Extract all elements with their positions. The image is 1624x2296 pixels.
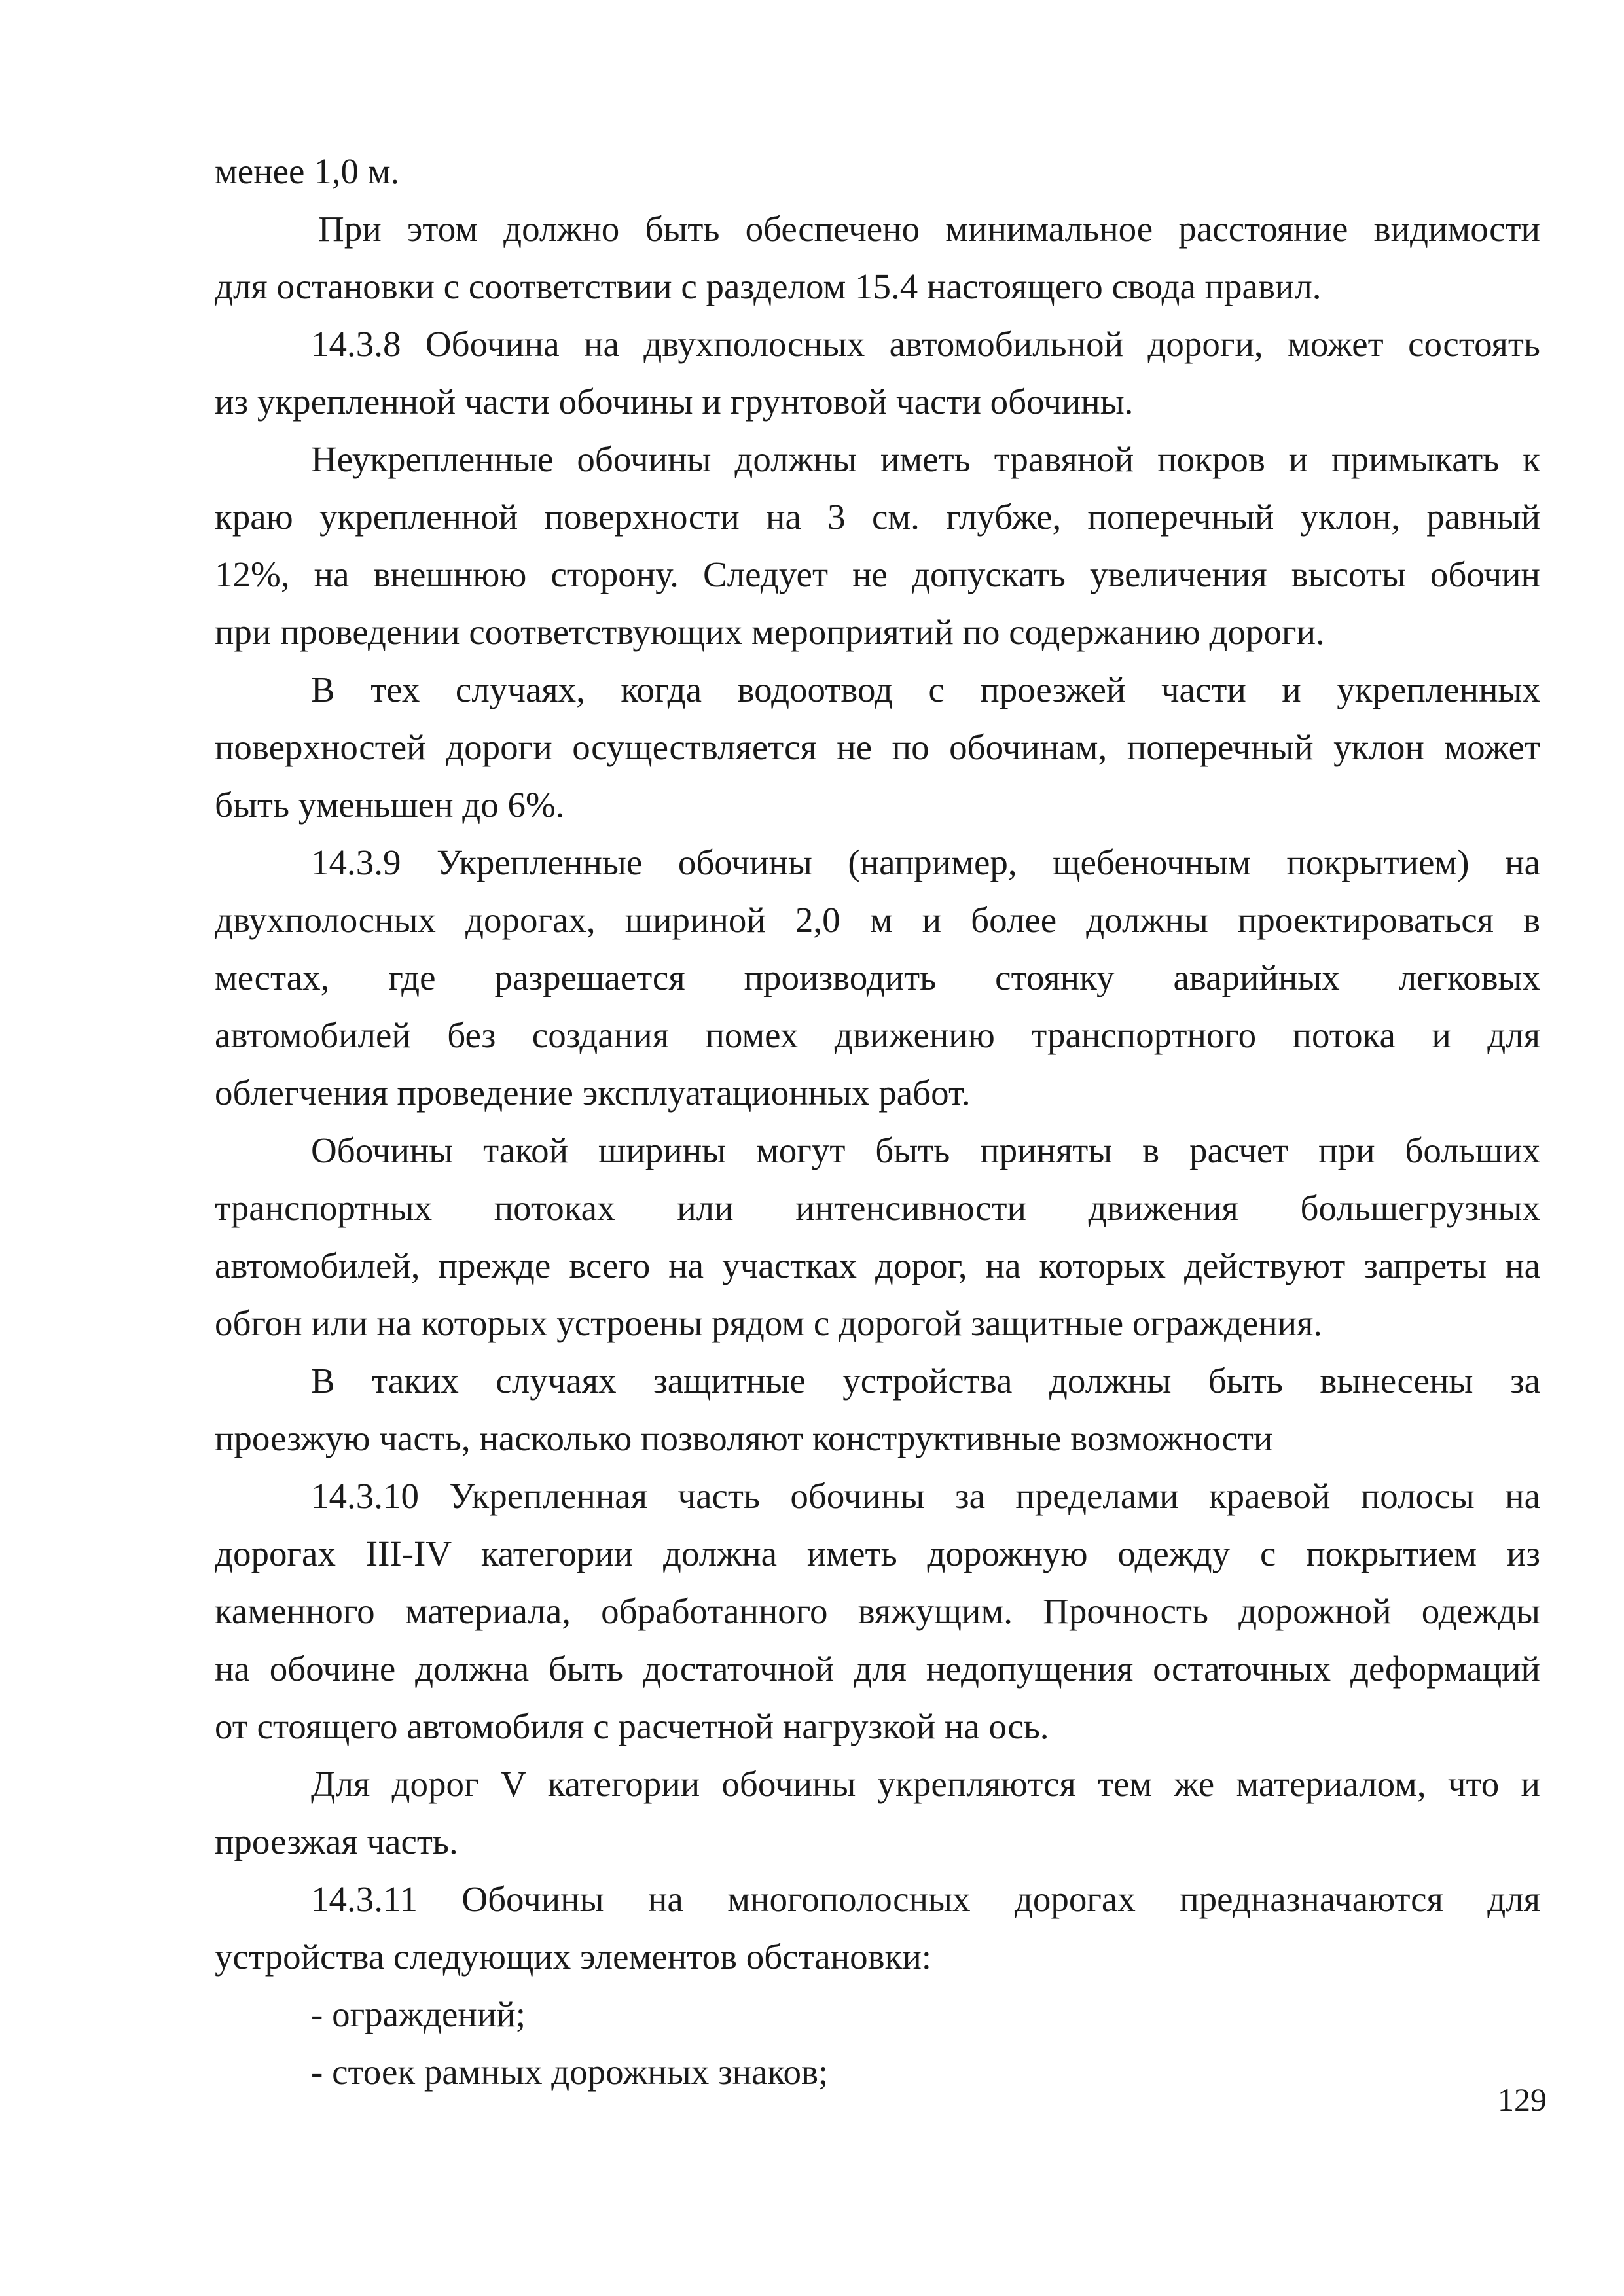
list-item: - ограждений; — [311, 1994, 526, 2034]
text-line: Неукрепленные обочины должны иметь травяной покров и примыкать к — [311, 439, 1540, 479]
text-line: на обочине должна быть достаточной для недопущения остаточных деформаций — [215, 1649, 1540, 1689]
list-item: - стоек рамных дорожных знаков; — [311, 2052, 829, 2092]
text-line: Обочины такой ширины могут быть приняты в расчет при больших — [311, 1130, 1540, 1170]
text-line: устройства следующих элементов обстановки: — [215, 1937, 932, 1977]
text-line: При этом должно быть обеспечено минимальное расстояние видимости — [318, 209, 1540, 249]
text-line: автомобилей, прежде всего на участках дорог, на которых действуют запреты на — [215, 1246, 1540, 1285]
text-line: проезжая часть. — [215, 1821, 458, 1861]
text-line: Для дорог V категории обочины укрепляются тем же материалом, что и — [311, 1764, 1540, 1804]
text-line: поверхностей дороги осуществляется не по обочинам, поперечный уклон может — [215, 727, 1540, 767]
text-line: В таких случаях защитные устройства должны быть вынесены за — [311, 1361, 1540, 1401]
text-line: быть уменьшен до 6%. — [215, 785, 565, 825]
page-number: 129 — [1498, 2081, 1547, 2118]
text-line: менее 1,0 м. — [215, 151, 400, 191]
text-line: 14.3.8 Обочина на двухполосных автомобильной дороги, может состоять — [311, 324, 1540, 364]
text-line: для остановки с соответствии с разделом 15.4 настоящего свода правил. — [215, 266, 1322, 306]
text-line: от стоящего автомобиля с расчетной нагрузкой на ось. — [215, 1706, 1049, 1746]
text-line: двухполосных дорогах, шириной 2,0 м и более должны проектироваться в — [215, 900, 1540, 940]
text-line: обгон или на которых устроены рядом с дорогой защитные ограждения. — [215, 1303, 1323, 1343]
text-line: транспортных потоках или интенсивности движения большегрузных — [215, 1188, 1540, 1228]
text-line: 14.3.9 Укрепленные обочины (например, щебеночным покрытием) на — [311, 842, 1540, 882]
text-line: 12%, на внешнюю сторону. Следует не допускать увеличения высоты обочин — [215, 554, 1540, 594]
text-line: 14.3.11 Обочины на многополосных дорогах предназначаются для — [311, 1879, 1540, 1919]
text-line: 14.3.10 Укрепленная часть обочины за пределами краевой полосы на — [311, 1476, 1540, 1516]
document-body — [215, 143, 1540, 2101]
text-line: В тех случаях, когда водоотвод с проезжей части и укрепленных — [311, 670, 1540, 709]
text-line: дорогах III-IV категории должна иметь дорожную одежду с покрытием из — [215, 1534, 1540, 1573]
text-line: из укрепленной части обочины и грунтовой части обочины. — [215, 382, 1134, 422]
text-line: при проведении соответствующих мероприятий по содержанию дороги. — [215, 612, 1325, 652]
text-line: краю укрепленной поверхности на 3 см. глубже, поперечный уклон, равный — [215, 497, 1540, 537]
text-line: местах, где разрешается производить стоянку аварийных легковых — [215, 958, 1540, 997]
text-line: проезжую часть, насколько позволяют конструктивные возможности — [215, 1418, 1273, 1458]
text-line: облегчения проведение эксплуатационных работ. — [215, 1073, 971, 1113]
text-line: каменного материала, обработанного вяжущим. Прочность дорожной одежды — [215, 1591, 1540, 1631]
text-line: автомобилей без создания помех движению транспортного потока и для — [215, 1015, 1540, 1055]
